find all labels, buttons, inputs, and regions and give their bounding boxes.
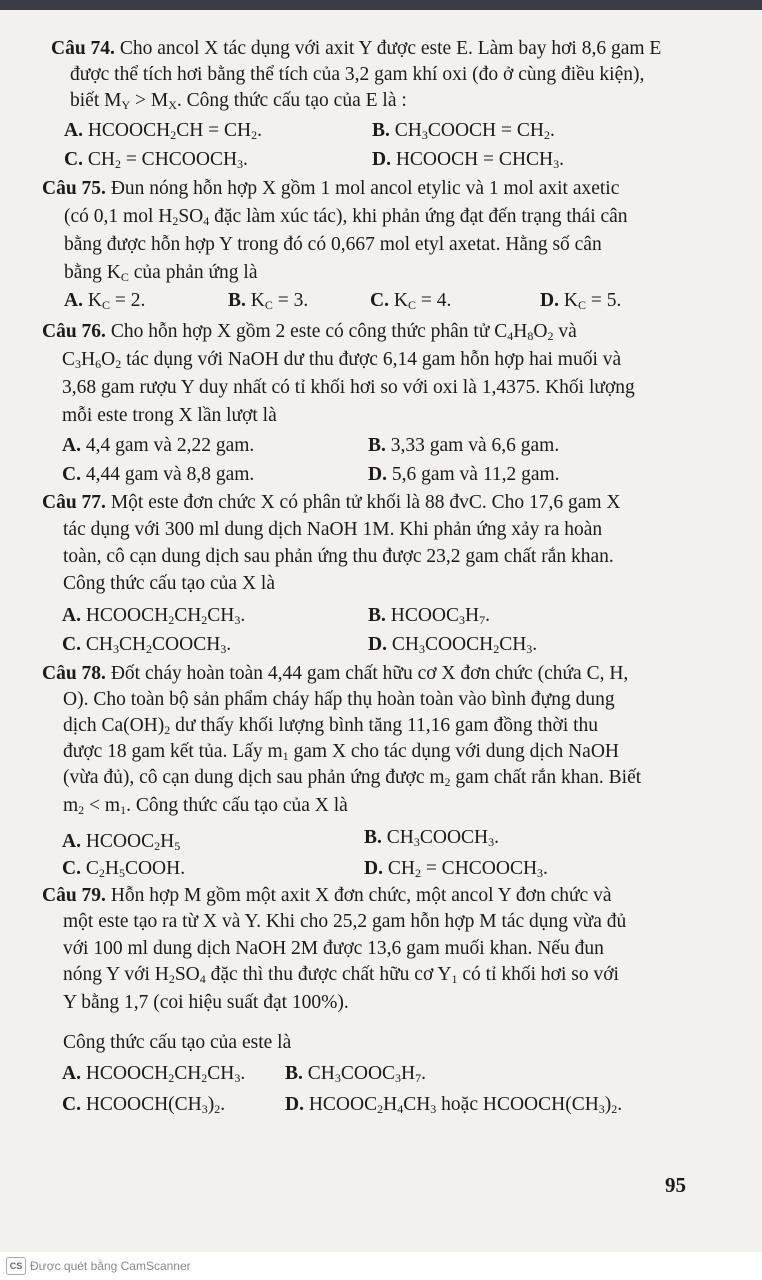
q78-option-d: D. $CH_2$ = $CHCOOCH_3$. (364, 858, 548, 880)
q77-option-d: D. $CH_3COOCH_2CH_3$. (368, 634, 538, 656)
q79-option-c: C. $HCOOCH(CH_3)_2$. (62, 1094, 226, 1116)
q76-line4: mỗi este trong X lần lượt là (62, 405, 277, 426)
q79-line1: Câu 79. Hỗn hợp M gồm một axit X đơn chức, một ancol Y đơn chức và (42, 885, 612, 906)
q78-line5: (vừa đủ), cô cạn dung dịch sau phản ứng được $m_2$ gam chất rắn khan. Biết (63, 767, 642, 789)
q79-line3: với 100 ml dung dịch NaOH 2M được 13,6 gam muối khan. Nếu đun (63, 938, 604, 959)
q74-option-b: B. $CH_3COOCH = CH_2$. (372, 120, 555, 142)
q74-line3: biết $M_Y > M_X$. Công thức cấu tạo của E là : (70, 90, 407, 112)
q77-line2: tác dụng với 300 ml dung dịch NaOH 1M. Khi phản ứng xảy ra hoàn (63, 519, 603, 540)
scan-edge (0, 0, 762, 10)
q75-option-a: A. $K_C = 2$. (64, 290, 146, 312)
q77-option-a: A. $HCOOCH_2CH_2CH_3$. (62, 605, 246, 627)
q78-line3: dịch $Ca(OH)_2$ dư thấy khối lượng bình tăng 11,16 gam đồng thời thu (63, 715, 599, 737)
q79-line4: nóng Y với $H_2SO_4$ đặc thì thu được chất hữu cơ $Y_1$ có tỉ khối hơi so với (63, 964, 619, 986)
q76-number: Câu 76. (42, 321, 106, 342)
q77-line3: toàn, cô cạn dung dịch sau phản ứng thu được 23,2 gam chất rắn khan. (63, 546, 614, 567)
q76-line3: 3,68 gam rượu Y duy nhất có tỉ khối hơi so với oxi là 1,4375. Khối lượng (62, 377, 635, 398)
q75-option-c: C. $K_C = 4$. (370, 290, 452, 312)
page-number: 95 (665, 1173, 686, 1197)
q78-option-a: A. $HCOOC_2H_5$ (62, 831, 181, 853)
q79-option-a: A. $HCOOCH_2CH_2CH_3$. (62, 1063, 246, 1085)
scanner-footer-text: Được quét bằng CamScanner (30, 1259, 191, 1273)
q79-number: Câu 79. (42, 885, 106, 906)
q79-line6: Công thức cấu tạo của este là (63, 1032, 292, 1053)
q76-option-d: D. 5,6 gam và 11,2 gam. (368, 464, 560, 485)
q79-line5: Y bằng 1,7 (coi hiệu suất đạt 100%). (63, 992, 349, 1013)
q75-line1: Câu 75. Đun nóng hỗn hợp X gồm 1 mol ancol etylic và 1 mol axit axetic (42, 178, 620, 199)
q74-line1: Câu 74. Cho ancol X tác dụng với axit Y được este E. Làm bay hơi 8,6 gam E (51, 38, 662, 59)
q77-option-b: B. $HCOOC_3H_7$. (368, 605, 490, 627)
camscanner-logo-icon: CS (6, 1257, 26, 1275)
q78-line4: được 18 gam kết tủa. Lấy $m_1$ gam X cho tác dụng với dung dịch NaOH (63, 741, 619, 763)
q74-option-a: A. $HCOOCH_2CH = CH_2$. (64, 120, 262, 142)
q74-number: Câu 74. (51, 38, 115, 59)
q76-line1: Câu 76. Cho hỗn hợp X gồm 2 este có công thức phân tử $C_4H_8O_2$ và (42, 321, 577, 343)
q74-option-d: D. HCOOCH = $CHCH_3$. (372, 149, 564, 171)
scanner-footer (0, 1252, 762, 1280)
q78-option-c: C. $C_2H_5COOH$. (62, 858, 186, 880)
q78-option-b: B. $CH_3COOCH_3$. (364, 827, 499, 849)
q75-line2: (có 0,1 mol $H_2SO_4$ đặc làm xúc tác), khi phản ứng đạt đến trạng thái cân (64, 206, 628, 228)
q76-option-a: A. 4,4 gam và 2,22 gam. (62, 435, 255, 456)
q79-option-b: B. $CH_3COOC_3H_7$. (285, 1063, 427, 1085)
q75-option-d: D. $K_C = 5$. (540, 290, 622, 312)
q76-option-c: C. 4,44 gam và 8,8 gam. (62, 464, 255, 485)
q79-line2: một este tạo ra từ X và Y. Khi cho 25,2 gam hỗn hợp M tác dụng vừa đủ (63, 911, 627, 932)
q76-line2: $C_3H_6O_2$ tác dụng với NaOH dư thu được 6,14 gam hỗn hợp hai muối và (62, 349, 622, 371)
q77-line4: Công thức cấu tạo của X là (63, 573, 275, 594)
q75-option-b: B. $K_C = 3$. (228, 290, 309, 312)
q74-line2: được thể tích hơi bằng thể tích của 3,2 gam khí oxi (đo ở cùng điều kiện), (70, 64, 645, 85)
q75-line4: bằng $K_C$ của phản ứng là (64, 262, 258, 284)
q77-option-c: C. $CH_3CH_2COOCH_3$. (62, 634, 232, 656)
q78-line1: Câu 78. Đốt cháy hoàn toàn 4,44 gam chất hữu cơ X đơn chức (chứa C, H, (42, 663, 629, 684)
q77-number: Câu 77. (42, 492, 106, 513)
q75-number: Câu 75. (42, 178, 106, 199)
q75-line3: bằng được hỗn hợp Y trong đó có 0,667 mol etyl axetat. Hằng số cân (64, 234, 602, 255)
q79-option-d: D. $HCOOC_2H_4CH_3$ hoặc $HCOOCH(CH_3)_2$. (285, 1094, 623, 1116)
q77-line1: Câu 77. Một este đơn chức X có phân tử khối là 88 đvC. Cho 17,6 gam X (42, 492, 621, 513)
q76-option-b: B. 3,33 gam và 6,6 gam. (368, 435, 560, 456)
q78-line6: $m_2 < m_1$. Công thức cấu tạo của X là (63, 795, 348, 817)
q78-line2: O). Cho toàn bộ sản phẩm cháy hấp thụ hoàn toàn vào bình đựng dung (63, 689, 615, 710)
q74-option-c: C. $CH_2$ = $CHCOOCH_3$. (64, 149, 248, 171)
q78-number: Câu 78. (42, 663, 106, 684)
